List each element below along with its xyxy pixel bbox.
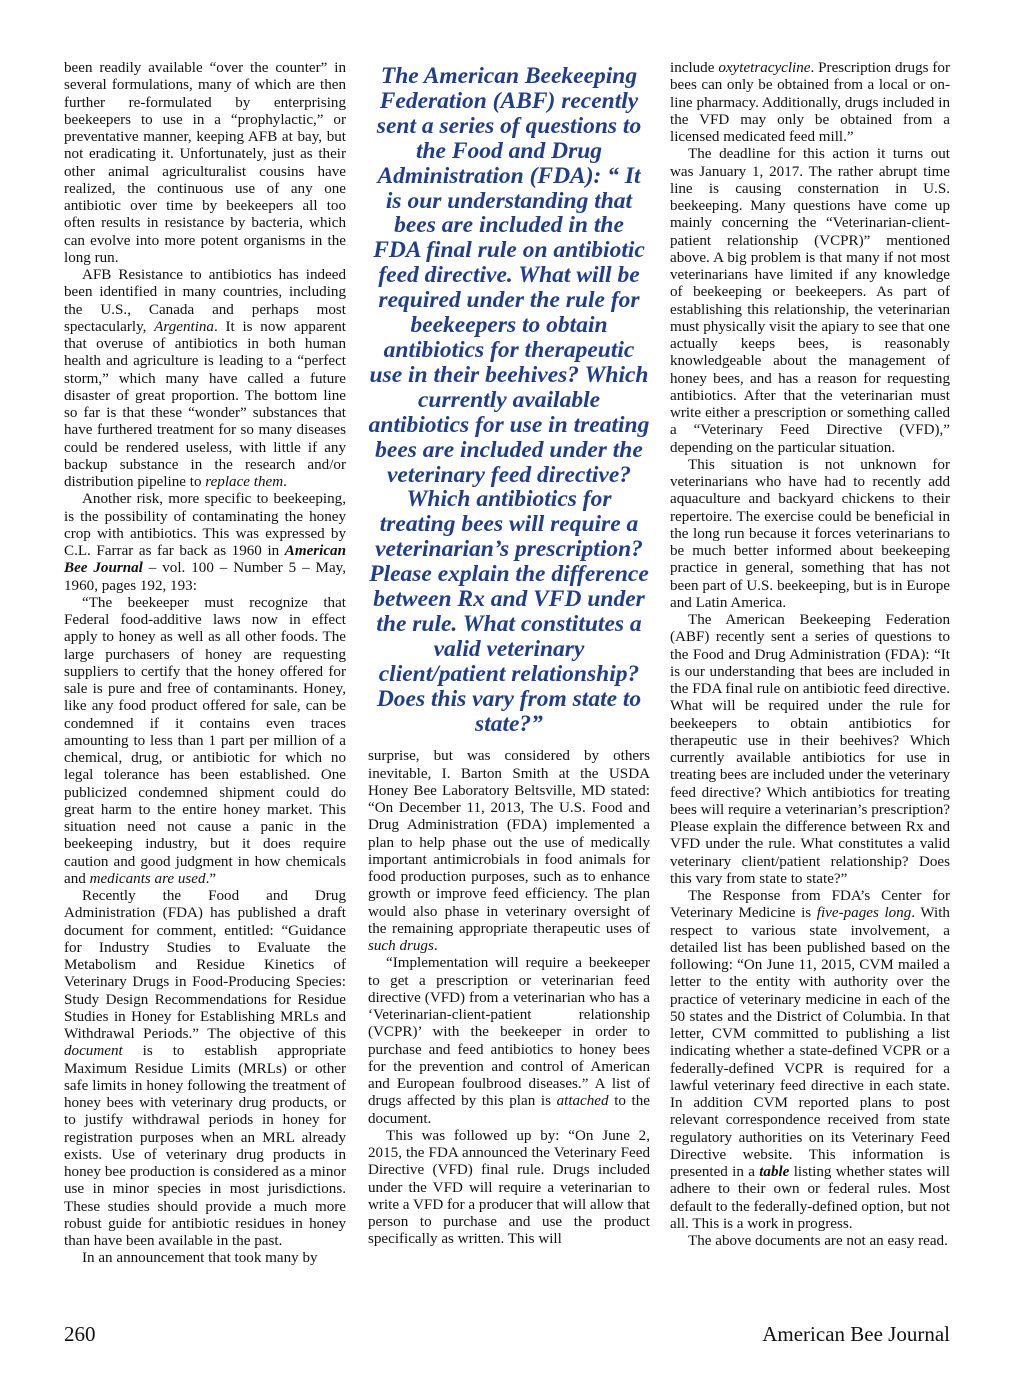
paragraph: The above documents are not an easy read. — [688, 1233, 948, 1249]
paragraph: This situation is not unknown for veterinarians who have had to recently add aquaculture and backyard chickens to their repertoire. The exercise could be beneficial in the long run because it forces veterinarians to be much better informed about beekeeping practice in general, something that has not been part of U.S. beekeeping, but is in Europe and Latin America. — [670, 456, 950, 611]
paragraph: This was followed up by: “On June 2, 2015, the FDA announced the Veterinary Feed Directive (VFD) final rule. Drugs included under the VFD will require a veterinarian to write a VFD for a producer that will allow that person to purchase and use the product specifically as written. This will — [368, 1127, 650, 1248]
paragraph: Recently the Food and Drug Administration (FDA) has published a draft document for comment, entitled: “Guidance for Industry Studies to Evaluate the Metabolism and Residue Kinetics of Veterinary Drugs in Food-Producing Species: Study Design Recommendations for Residue Studies in Honey for Establishing MRLs and Withdrawal Periods.” The objective of this document is to establish appropriate Maximum Residue Limits (MRLs) or other safe limits in honey following the treatment of honey bees with veterinary drug products, or to justify withdrawal periods in honey for registration purposes when an MRL already exists. Use of veterinary drug products in honey bee production is considered as a minor use in minor species in most jurisdictions. These studies should provide a much more robust guide for antibiotic residues in honey than have been available in the past. — [64, 888, 346, 1249]
paragraph: surprise, but was considered by others inevitable, I. Barton Smith at the USDA Honey Bee Laboratory Beltsville, MD stated: “On December 11, 2013, The U.S. Food and Drug Administration (FDA) implemented a plan to help phase out the use of medically important antimicrobials in food animals for food production purposes, such as to enhance growth or improve feed efficiency. The plan would also phase in veterinary oversight of the remaining appropriate therapeutic uses of such drugs. — [368, 748, 650, 955]
quotation-paragraph: “The beekeeper must recognize that Federal food-additive laws now in effect apply to honey as well as all other foods. The large purchasers of honey are requesting suppliers to certify that the honey offered for sale is pure and free of contaminants. Honey, like any food product offered for sale, can be condemned if it contains even traces amounting to less than 1 part per million of a chemical, drug, or antibiotic for which no legal tolerance has been established. One publicized condemned shipment could do great harm to the entire honey market. This situation need not cause a panic in the beekeeping industry, but it does require caution and good judgment in how chemicals and medicants are used.” — [64, 594, 346, 887]
paragraph: been readily available “over the counter” in several formulations, many of which are then further re-formulated by enterprising beekeepers to use in a “prophylactic,” or preventative manner, keeping AFB at bay, but not eradicating it. Unfortunately, just as their other animal agriculturalist cousins have realized, the continuous use of any one antibiotic over time by beekeepers all too often results in resistance by bacteria, which can evolve into more potent organisms in the long run. — [64, 60, 346, 266]
journal-name: American Bee Journal — [762, 1322, 950, 1346]
paragraph: The American Beekeeping Federation (ABF) recently sent a series of questions to the Food and Drug Administration (FDA): “It is our understanding that bees are included in the FDA final rule on antibiotic feed directive. What will be required under the rule for beekeepers to obtain antibiotics for therapeutic use in their beehives? Which currently available antibiotics for use in treating bees are included under the veterinary feed directive? Which antibiotics for treating bees will require a veterinarian’s prescription? Please explain the difference between Rx and VFD under the rule. What constitutes a valid veterinary client/patient relationship? Does this vary from state to state?” — [670, 612, 950, 887]
page-number: 260 — [64, 1322, 96, 1346]
paragraph: The deadline for this action it turns out was January 1, 2017. The rather abrupt time line is causing consternation in U.S. beekeeping. Many questions have come up mainly concerning the “Veterinarian-client-patient relationship (VCPR)” mentioned above. A big problem is that many if not most veterinarians have limited if any knowledge of beekeeping or beekeepers. As part of establishing this relationship, the veterinarian must physically visit the apiary to see that one actually keeps bees, is reasonably knowledgeable about the management of honey bees, and has a reason for requesting antibiotics. After that the veterinarian must write either a prescription or something called a “Veterinary Feed Directive (VFD),” depending on the particular situation. — [670, 146, 950, 456]
text-column-right — [670, 60, 950, 1250]
text-column-middle — [368, 60, 650, 1249]
text-column-left — [64, 60, 346, 1268]
paragraph: Another risk, more specific to beekeeping, is the possibility of contaminating the honey crop with antibiotics. This was expressed by C.L. Farrar as far back as 1960 in American Bee Journal – vol. 100 – Number 5 – May, 1960, pages 192, 193: — [64, 491, 346, 594]
paragraph: include oxytetracycline. Prescription drugs for bees can only be obtained from a local or on-line pharmacy. Additionally, drugs included in the VFD may only be obtained from a licensed medicated feed mill.” — [670, 60, 950, 145]
pull-quote: The American Beekeeping Federation (ABF) recently sent a series of questions to the Food and Drug Administration (FDA): “ It is our understanding that bees are included in the FDA final rule on antibiotic feed directive. What will be required under the rule for beekeepers to obtain antibiotics for therapeutic use in their beehives? Which currently available antibiotics for use in treating bees are included under the veterinary feed directive? Which antibiotics for treating bees will require a veterinarian’s prescription? Please explain the difference between Rx and VFD under the rule. What constitutes a valid veterinary client/patient relationship? Does this vary from state to state?” — [368, 63, 650, 737]
paragraph: “Implementation will require a beekeeper to get a prescription or veterinarian feed directive (VFD) from a veterinarian who has a ‘Veterinarian-client-patient relationship (VCPR)’ with the beekeeper in order to purchase and feed antibiotics to honey bees for the prevention and control of American and European foulbrood diseases.” A list of drugs affected by this plan is attached to the document. — [368, 955, 650, 1127]
paragraph: AFB Resistance to antibiotics has indeed been identified in many countries, including the U.S., Canada and perhaps most spectacularly, Argentina. It is now apparent that overuse of antibiotics in both human health and agriculture is leading to a “perfect storm,” which many have called a future disaster of great proportion. The bottom line so far is that these “wonder” substances that have furthered treatment for so many diseases could be rendered useless, with little if any backup substance in the research and/or distribution pipeline to replace them. — [64, 267, 347, 490]
paragraph: In an announcement that took many by — [82, 1250, 318, 1267]
paragraph: The Response from FDA’s Center for Veterinary Medicine is five-pages long. With respect to various state involvement, a detailed list has been published based on the following: “On June 11, 2015, CVM mailed a letter to the entity with authority over the practice of veterinary medicine in each of the 50 states and the District of Columbia. In that letter, CVM committed to publishing a list indicating whether a state-defined VCPR or a federally-defined VCPR is required for a lawful veterinary feed directive in each state. In addition CVM reported plans to post relevant correspondence received from state regulatory authorities on its Veterinary Feed Directive website. This information is presented in a table listing whether states will adhere to their own or federal rules. Most default to the federally-defined option, but not all. This is a work in progress. — [670, 888, 950, 1232]
